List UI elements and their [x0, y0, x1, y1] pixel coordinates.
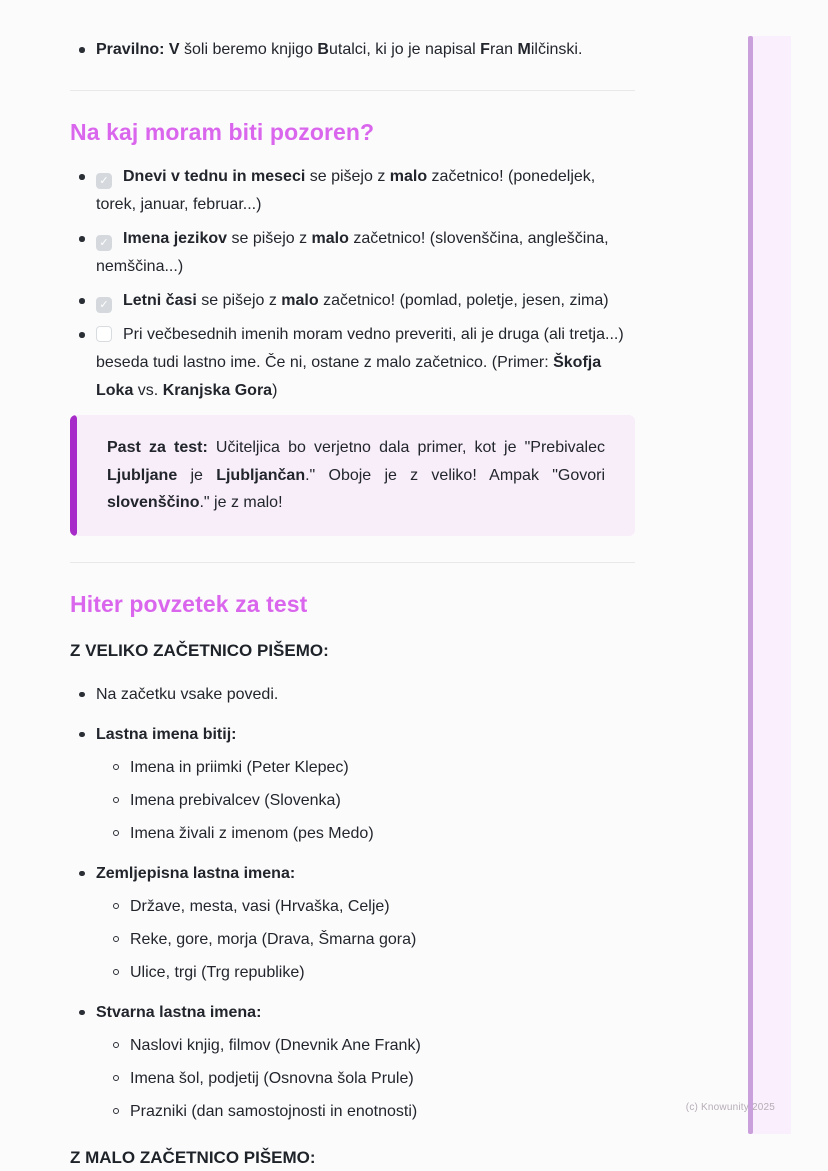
lowercase-rules-subheading: Z MALO ZAČETNICO PIŠEMO: — [70, 1147, 316, 1167]
section1-heading: Na kaj moram biti pozoren? — [70, 119, 375, 145]
circle-bullet-icon — [100, 926, 130, 942]
sub-list-item — [100, 787, 635, 815]
sub-item-text: Ulice, trgi (Trg republike) — [130, 963, 305, 981]
bullet-icon — [70, 681, 96, 698]
summary-item — [70, 860, 635, 987]
bullet-icon — [70, 721, 96, 738]
sub-list-item — [100, 959, 635, 987]
checkbox-icon[interactable] — [96, 297, 112, 313]
intro-list-item — [70, 36, 635, 64]
bullet-icon — [70, 321, 96, 338]
sub-list — [96, 1032, 635, 1126]
sub-list-item — [100, 1032, 635, 1060]
bullet-icon — [70, 287, 96, 304]
bullet-icon — [70, 36, 96, 53]
circle-bullet-icon — [100, 820, 130, 836]
sub-list-item — [100, 893, 635, 921]
checklist-item-text: Letni časi se pišejo z malo začetnico! (pomlad, poletje, jesen, zima) — [123, 292, 609, 309]
summary-item — [70, 681, 635, 709]
bullet-icon — [70, 163, 96, 180]
summary-item-label: Stvarna lastna imena: — [96, 1003, 262, 1021]
summary-item-label: Lastna imena bitij: — [96, 725, 237, 743]
sub-list-item — [100, 926, 635, 954]
section-divider — [70, 90, 635, 91]
sub-list-item — [100, 820, 635, 848]
sub-item-text: Države, mesta, vasi (Hrvaška, Celje) — [130, 897, 390, 915]
intro-text: Pravilno: V šoli beremo knjigo Butalci, ki jo je napisal Fran Milčinski. — [96, 41, 583, 58]
sub-item-text: Imena prebivalcev (Slovenka) — [130, 791, 341, 809]
copyright-footer: (c) Knowunity 2025 — [685, 1102, 775, 1113]
uppercase-rules-subheading: Z VELIKO ZAČETNICO PIŠEMO: — [70, 640, 329, 660]
sub-item-text: Reke, gore, morja (Drava, Šmarna gora) — [130, 930, 417, 948]
checklist-item — [70, 225, 635, 281]
circle-bullet-icon — [100, 959, 130, 975]
test-tip-callout — [70, 415, 635, 536]
sub-item-text: Imena šol, podjetij (Osnovna šola Prule) — [130, 1069, 414, 1087]
section2-heading: Hiter povzetek za test — [70, 590, 308, 617]
sub-item-text: Naslovi knjig, filmov (Dnevnik Ane Frank) — [130, 1036, 421, 1054]
checklist-item — [70, 287, 635, 315]
summary-item — [70, 999, 635, 1126]
sub-list-item — [100, 1065, 635, 1093]
checklist-item-body — [96, 163, 635, 219]
checklist-item-text: Imena jezikov se pišejo z malo začetnico! (slovenščina, angleščina, nemščina...) — [96, 230, 609, 275]
circle-bullet-icon — [100, 787, 130, 803]
sub-list-item — [100, 1098, 635, 1126]
checklist-item — [70, 163, 635, 219]
checkbox-icon[interactable] — [96, 235, 112, 251]
intro-list — [70, 36, 635, 64]
checklist-item-text: Dnevi v tednu in meseci se pišejo z malo začetnico! (ponedeljek, torek, januar, februar...) — [96, 168, 596, 213]
summary-item-label: Na začetku vsake povedi. — [96, 685, 279, 703]
summary-item — [70, 721, 635, 848]
circle-bullet-icon — [100, 1032, 130, 1048]
sub-list — [96, 754, 635, 848]
sub-item-text: Imena živali z imenom (pes Medo) — [130, 824, 374, 842]
strip-fill — [753, 36, 791, 1134]
checklist-item-body — [96, 321, 635, 405]
circle-bullet-icon — [100, 1065, 130, 1081]
document-content — [70, 0, 635, 1170]
checklist-item-body — [96, 287, 635, 315]
checkbox-icon[interactable] — [96, 326, 112, 342]
circle-bullet-icon — [100, 754, 130, 770]
sub-list — [96, 893, 635, 987]
callout-text: Past za test: Učiteljica bo verjetno dala primer, kot je "Prebivalec Ljubljane je Ljubljančan." Oboje je z veliko! Ampak "Govori slovenščino." je z malo! — [77, 415, 635, 536]
bullet-icon — [70, 225, 96, 242]
sub-item-text: Prazniki (dan samostojnosti in enotnosti) — [130, 1102, 418, 1120]
summary-list — [70, 681, 635, 1126]
sub-item-text: Imena in priimki (Peter Klepec) — [130, 758, 349, 776]
callout-accent-bar — [70, 415, 77, 536]
checkbox-icon[interactable] — [96, 173, 112, 189]
circle-bullet-icon — [100, 893, 130, 909]
bullet-icon — [70, 860, 96, 877]
sub-list-item — [100, 754, 635, 782]
checklist-item-text: Pri večbesednih imenih moram vedno preveriti, ali je druga (ali tretja...) beseda tudi lastno ime. Če ni, ostane z malo začetnico. (Primer: Škofja Loka vs. Kranjska Gora) — [96, 326, 624, 399]
attention-checklist — [70, 163, 635, 405]
circle-bullet-icon — [100, 1098, 130, 1114]
summary-item-label: Zemljepisna lastna imena: — [96, 864, 296, 882]
checklist-item-body — [96, 225, 635, 281]
bullet-icon — [70, 999, 96, 1016]
section-divider — [70, 562, 635, 563]
page-edge-highlight-strip — [748, 36, 791, 1134]
checklist-item — [70, 321, 635, 405]
